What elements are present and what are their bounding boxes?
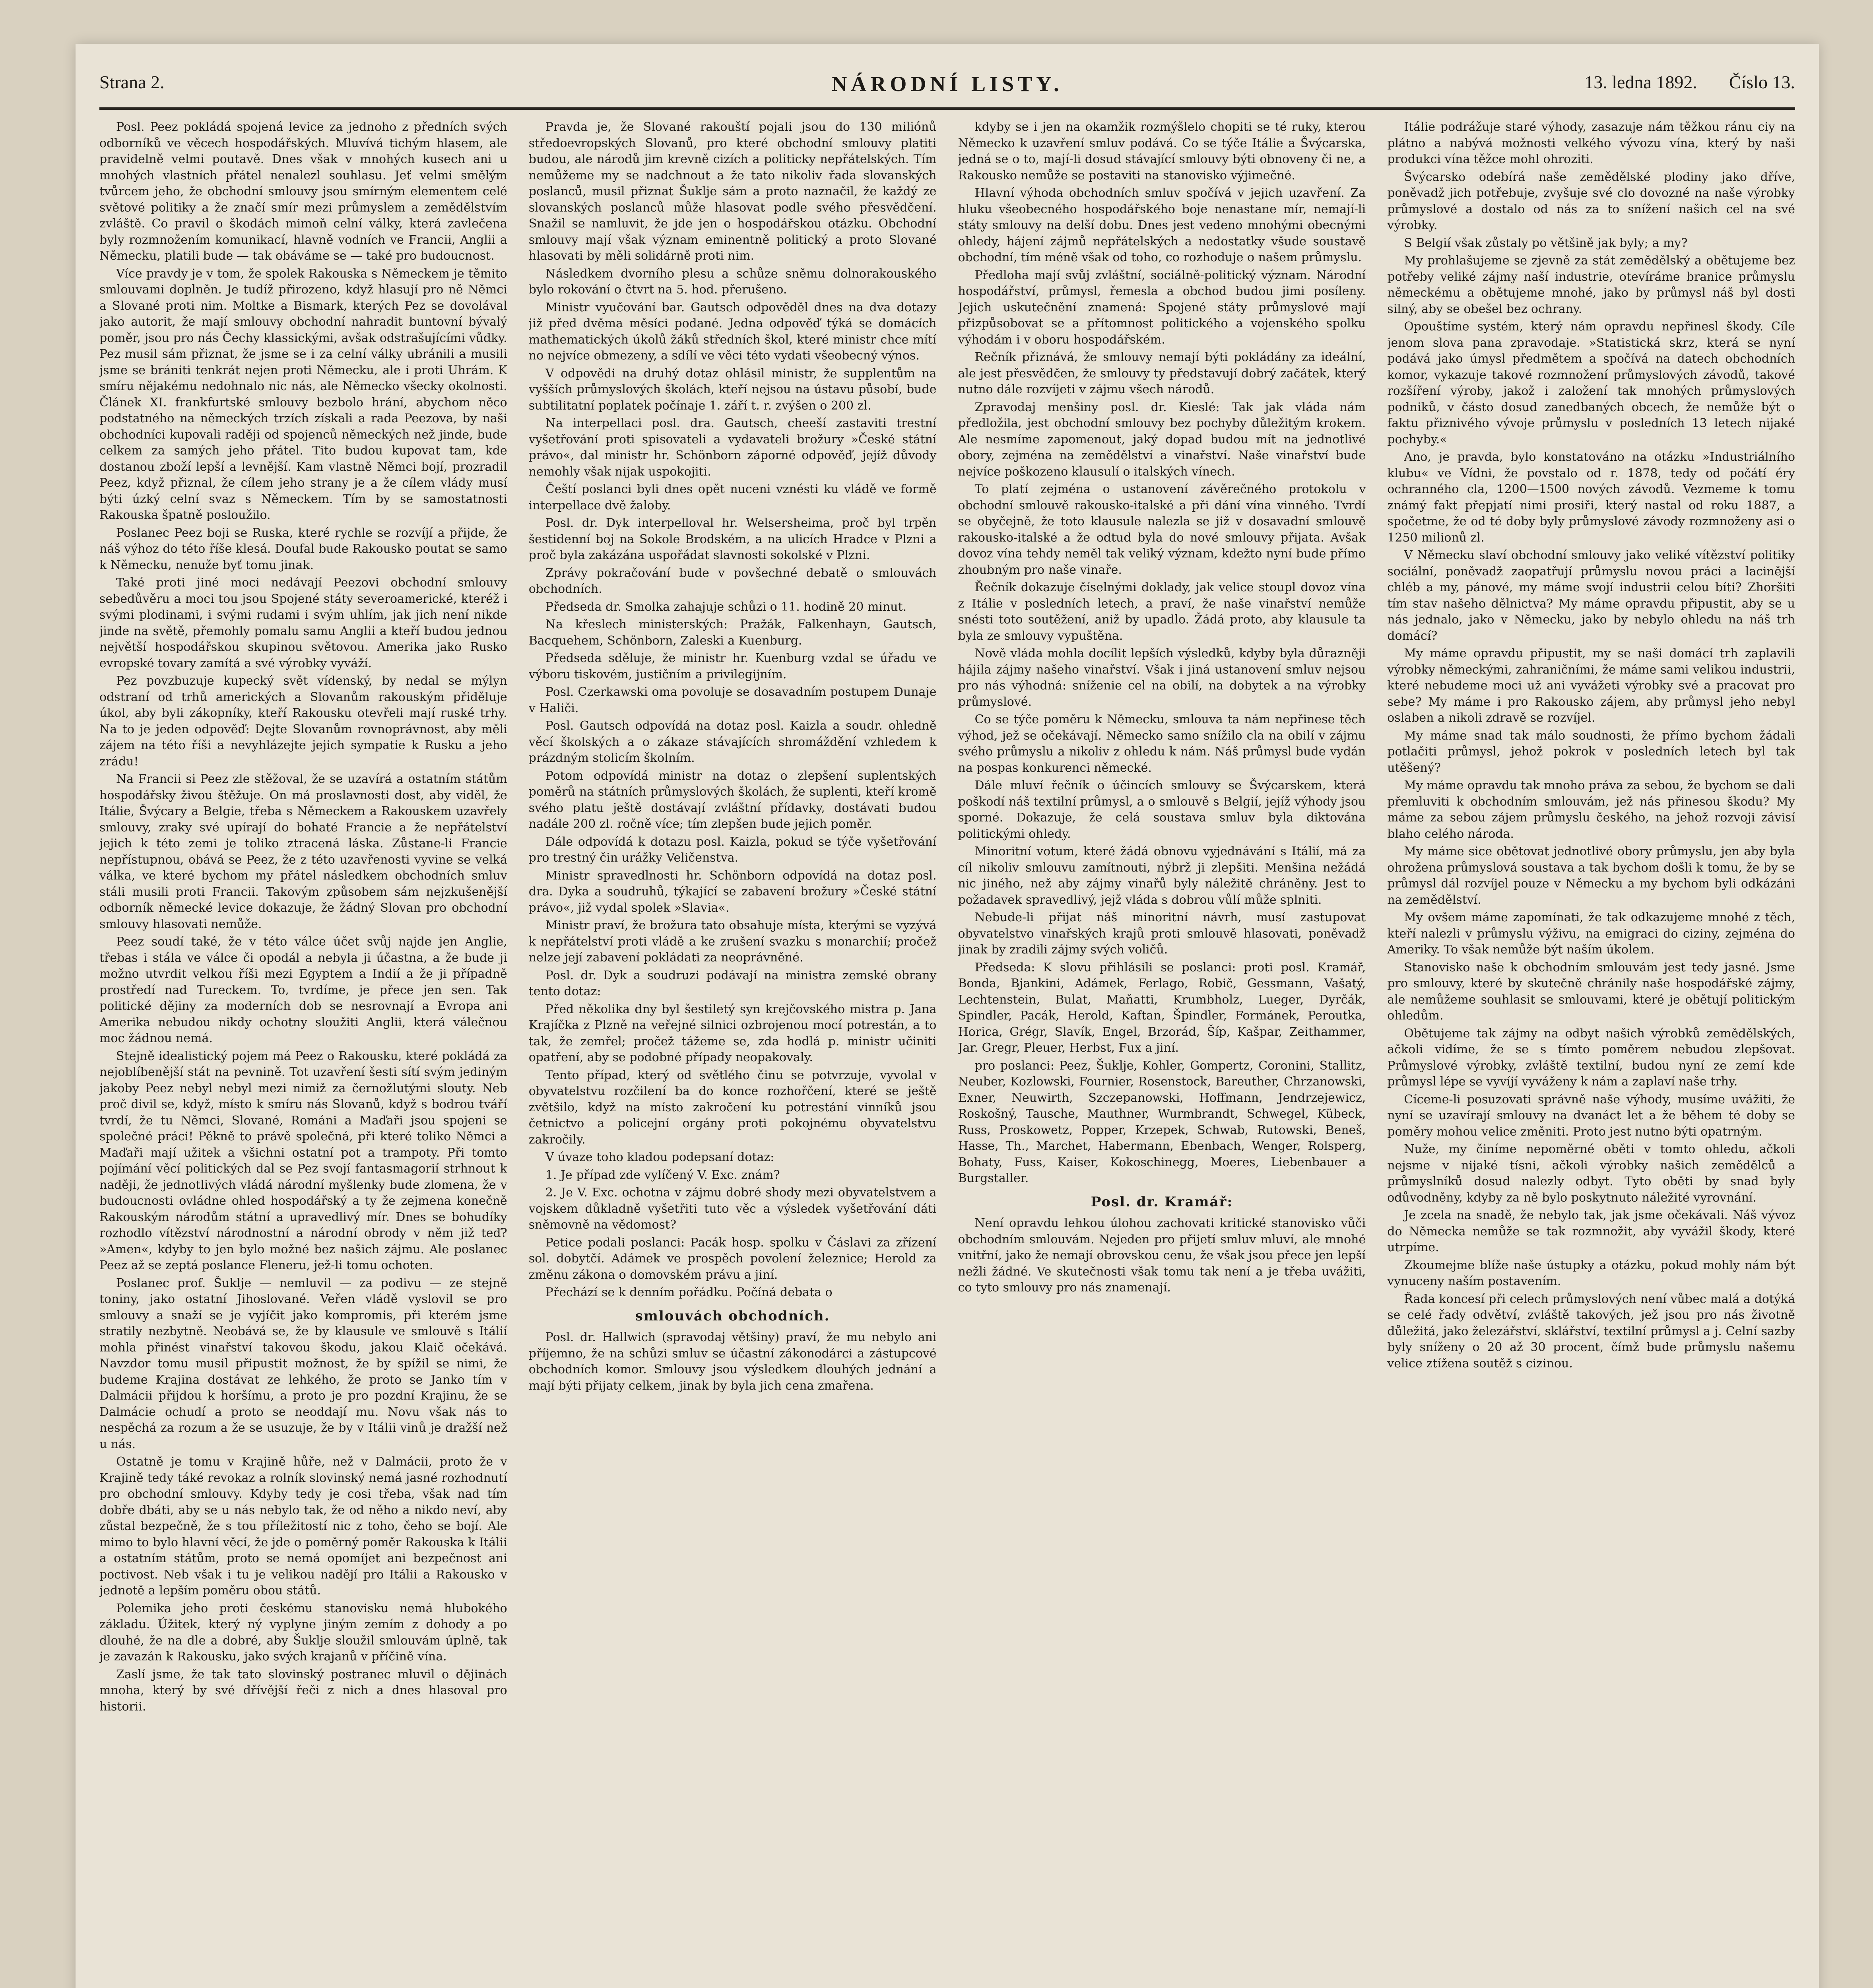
paragraph: Opouštíme systém, který nám opravdu nepřinesl škody. Cíle jenom slova pana zpravodaje. »Statistická skrz, která se nyní podává jako úmysl předmětem a spočívá na datech obchodních komor, vykazuje takové rozmnožení průmyslových závodů, takové rozšíření výroby, jakož i založení tak mnohých průmyslových podniků, v částo dosud zanedbaných obcech, že nemůže být o faktu přiznivého vývoje průmyslu v posledních 13 letech nijaké pochyby.« [1387, 320, 1795, 447]
paragraph: My máme snad tak málo soudnosti, že přímo bychom žádali potlačiti průmysl, jehož pokrok v posledních letech byl tak utěšený? [1387, 728, 1795, 775]
paragraph: Zaslí jsme, že tak tato slovinský postranec mluvil o dějinách mnoha, který by své dřívější řeči z nich a dnes hlasoval pro historii. [99, 1667, 507, 1714]
paragraph: Řečník dokazuje číselnými doklady, jak velice stoupl dovoz vína z Itálie v posledních letech, a praví, že naše vinařství nemůže snésti toto soutěžení, aniž by upadlo. Žádá proto, aby klausule ta byla ze smlouvy vypuštěna. [958, 580, 1366, 643]
paragraph: Hlavní výhoda obchodních smluv spočívá v jejich uzavření. Za hluku všeobecného hospodářského boje nenastane mír, nemají-li státy smlouvy na delší dobu. Dnes jest vedeno mnohými obecnými ohledy, hájení zájmů nepřátelských a nedostatky všude soustavě obchodní, tím méně však od toho, co rozhoduje o našem průmyslu. [958, 186, 1366, 264]
paragraph: Švýcarsko odebírá naše zemědělské plodiny jako dříve, poněvadž jich potřebuje, zvyšuje své clo dovozné na naše výrobky průmyslové a dostalo od nás za to snížení našich cel na své výrobky. [1387, 170, 1795, 232]
paragraph: Předloha mají svůj zvláštní, sociálně-politický význam. Národní hospodářství, průmysl, řemesla a obchod budou jimi posíleny. Jejich uskutečnění znamená: Spojené státy průmyslové mají přizpůsobovat se a přítomnost politického a vojenského spolku výhodám i v oboru hospodářském. [958, 268, 1366, 347]
paragraph: Nebude-li přijat náš minoritní návrh, musí zastupovat obyvatelstvo vinařských krajů proti smlouvě hlasovati, poněvadž jinak by zradili zájmy svých voličů. [958, 911, 1366, 957]
paragraph: Předseda sděluje, že ministr hr. Kuenburg vzdal se úřadu ve výboru tiskovém, justičním a privilegijním. [528, 651, 937, 681]
newspaper-title: NÁRODNÍ LISTY. [831, 72, 1063, 96]
paragraph: Zprávy pokračování bude v povšechné debatě o smlouvách obchodních. [528, 566, 937, 596]
paragraph: Na Francii si Peez zle stěžoval, že se uzavírá a ostatním státům hospodářsky živou štěžuje. On má proslavnosti dost, aby viděl, že Itálie, Švýcary a Belgie, třeba s Německem a Rakouskem uzavřely smlouvy, zraky své upírají do bohaté Francie a že nepřátelství jejich k této zemi je toliko ztracená láska. Zůstane-li Francie nepřístupnou, obává se Peez, že z této uzavřenosti vyvine se velká válka, ve které bychom my přátel následkem obchodních smluv stáli musili proti Francii. Takovým způsobem sám nejzkušenější odborník německé levice dokazuje, že žádný Slovan pro obchodní smlouvy hlasovati nemůže. [99, 772, 507, 931]
paragraph: Itálie podrážuje staré výhody, zasazuje nám těžkou ránu ciy na plátno a nabývá možnosti velkého vývozu vína, který by naši produkci vína těžce mohl ohroziti. [1387, 120, 1795, 166]
paragraph: Pez povzbuzuje kupecký svět vídenský, by nedal se mýlyn odstraní od trhů amerických a Slovanům rakouským přiděluje úkol, aby byli zákopníky, kteří Rakousku otevřeli mají ruské trhy. Na to je jeden odpověď: Dejte Slovanům rovnoprávnost, aby měli zájem na této říši a nevyhlázejte jejich sympatie k Rusku a jeho zrádu! [99, 674, 507, 769]
paragraph: Poslanec prof. Šuklje — nemluvil — za podivu — ze stejně toniny, jako ostatní Jihoslované. Veřen vládě vyslovil se pro smlouvy a snaží se je vyjíčit jako kompromis, při kterém jsme stratily nezbytně. Neobává se, že by klausule ve smlouvě s Itálií mohla přinést vinařství takovou škodu, jakou Klaič očekává. Navzdor tomu musil připustit možnost, že by spížil se nimi, že budeme Krajina dostávat ze lehkého, že proto se Janko tím v Dalmácii přijdou k horšímu, a proto je pro pozdní Krajinu, že se Dalmácie ochudí a proto se neoddají mu. Novu však nás to nespěchá za rozum a že se usuzuje, že by v Itálii vinů je dražší než u nás. [99, 1276, 507, 1451]
paragraph: Je zcela na snadě, že nebylo tak, jak jsme očekávali. Náš vývoz do Německa nemůže se tak rozmnožit, aby vyvážil škody, které utrpíme. [1387, 1208, 1795, 1254]
paragraph: Posl. dr. Dyk interpelloval hr. Welsersheima, proč byl trpěn šestidenní boj na Sokole Brodském, a na ulicích Hradce v Plzni a proč byla zakázána uspořádat slavnosti sokolské v Plzni. [528, 516, 937, 562]
paragraph: Tento případ, který od světlého činu se potvrzuje, vyvolal v obyvatelstvu rozčilení ba do konce rozhořčení, které se ještě zvětšilo, když na místo zakročení ku potrestání vinníků jsou četnictvo a policejní orgány proti pokojnému obyvatelstvu zakročily. [528, 1068, 937, 1147]
paragraph: Také proti jiné moci nedávají Peezovi obchodní smlouvy sebedůvěru a moci tou jsou Spojené státy severoamerické, kteréž i svými plodinami, i svými rudami i svým uhlím, jak jich není nikde jinde na světě, přemohly pomalu samu Anglii a kteří budou jednou největší hospodářskou skupinou světovou. Amerika jako Rusko evropské tovary zamítá a své výrobky vyváží. [99, 576, 507, 670]
column-4 [1387, 119, 1795, 1988]
page-number: Strana 2. [99, 72, 165, 92]
paragraph: Cíceme-li posuzovati správně naše výhody, musíme uvážiti, že nyní se uzavírají smlouvy na dvanáct let a že během té doby se poměry mohou velice změniti. Proto jest nutno býti opatrným. [1387, 1092, 1795, 1139]
paragraph: S Belgií však zůstaly po většině jak byly; a my? [1404, 236, 1688, 250]
paragraph: V úvaze toho kladou podepsaní dotaz: [545, 1150, 774, 1164]
issue-number: Číslo 13. [1729, 72, 1795, 92]
paragraph: Před několika dny byl šestiletý syn krejčovského mistra p. Jana Krajíčka z Plzně na veřejné silnici ozbrojenou mocí potrestán, a to tak, že zemřel; pročež tážeme se, zda hodlá p. ministr učiniti opatření, aby se podobné případy neopakovaly. [528, 1002, 937, 1064]
column-1 [99, 119, 507, 1988]
paragraph: pro poslanci: Peez, Šuklje, Kohler, Gompertz, Coronini, Stallitz, Neuber, Kozlowski, Fournier, Rosenstock, Bareuther, Chrzanowski, Exner, Neuwirth, Szczepanowski, Hoffmann, Jendrzejewicz, Roskošný, Tausche, Mauthner, Wurmbrandt, Schwegel, Kübeck, Russ, Proskowetz, Popper, Krzepek, Schwab, Rutowski, Beneš, Hasse, Th., Marchet, Habermann, Ebenbach, Wenger, Rolsperg, Bohaty, Fuss, Kaiser, Kokoschinegg, Moeres, Liebenbauer a Burgstaller. [958, 1058, 1366, 1185]
masthead [99, 60, 1795, 110]
paragraph: V Německu slaví obchodní smlouvy jako veliké vítězství politiky sociální, poněvadž zaopatřují průmyslu novou práci a lacinější chléb a my, pánové, my máme svojí industrii celou bíti? Zhoršiti tím stav našeho dělnictva? My máme opravdu připustit, aby se u nás jednalo, jako v Německu, jako by nebylo ohledu na náš trh domácí? [1387, 548, 1795, 643]
paragraph: Posl. Peez pokládá spojená levice za jednoho z předních svých odborníků ve věcech hospodářských. Mluvívá tichým hlasem, ale pravidelně velmi poutavě. Dnes však v mnohých kusech ani u mnohých vlastních přátel nenalezl souhlasu. Jeť velmi smělým tvůrcem jeho, že obchodní smlouvy jsou smírným elementem celé světové politiky a že značí smír mezi průmyslem a zemědělstvím zvláště. Co pravil o škodách mimoň celní války, která zavlečena byly rozmnožením komunikací, hlavně vodních ve Francii, Anglii a Německu, platili bude — tak obáváme se — také pro budoucnost. [99, 120, 507, 263]
paragraph: Řada koncesí při celech průmyslových není vůbec malá a dotýká se celé řady odvětví, zvláště takových, jež jsou pro nás životně důležitá, jako železářství, sklářství, textilní průmysl a j. Celní sazby byly sníženy o 20 až 30 procent, čímž bude průmyslu našemu velice ztížena soutěž s cizinou. [1387, 1292, 1795, 1371]
paragraph: V odpovědi na druhý dotaz ohlásil ministr, že supplentům na vyšších průmyslových školách, kteří nejsou na ústavu působí, bude subtilitatní poplatek počínaje 1. září t. r. zvýšen o 200 zl. [528, 366, 937, 413]
paragraph: Není opravdu lehkou úlohou zachovati kritické stanovisko vůči obchodním smlouvám. Nejeden pro přijetí smluv mluví, ale mnohé vnitřní, jako že nemají obrovskou cenu, že však jsou přece jen lepší nežli žádné. Ve skutečnosti však tomu tak není a je třeba uvážiti, co tyto smlouvy pro nás znamenají. [958, 1216, 1366, 1295]
paragraph: My máme opravdu připustit, my se naši domácí trh zaplavili výrobky německými, zahraničními, že máme sami velikou industrii, které nebudeme moci už ani vyvážeti výrobky své a pracovat pro sebe? My máme i pro Rakousko zájem, aby průmysl jeho nebyl oslaben a nikoli zdravě se rozvíjel. [1387, 646, 1795, 725]
paragraph: Polemika jeho proti českému stanovisku nemá hlubokého základu. Úžitek, který ný vyplyne jiným zemím z dohody a po dlouhé, že na dle a dobré, aby Šuklje sloužil smlouvám úplně, tak je zavazán k Rakousku, jako svých krajanů v příčině vína. [99, 1601, 507, 1664]
paragraph: Posl. Czerkawski oma povoluje se dosavadním postupem Dunaje v Haliči. [528, 685, 937, 715]
paragraph: Stanovisko naše k obchodním smlouvám jest tedy jasné. Jsme pro smlouvy, které by skutečně chránily naše hospodářské zájmy, ale nemůžeme souhlasit se smlouvami, které je obětují politickým ohledům. [1387, 960, 1795, 1023]
paragraph: Minoritní votum, které žádá obnovu vyjednávání s Itálií, má za cíl nikoliv smlouvu zamítnouti, nýbrž ji zlepšiti. Menšina nežádá nic jiného, než aby zájmy vinařů byly náležitě chráněny. Jest to požadavek spravedlivý, jejž vláda s dobrou vůlí může splniti. [958, 845, 1366, 907]
paragraph: Ano, je pravda, bylo konstatováno na otázku »Industriálního klubu« ve Vídni, že povstalo od r. 1878, tedy od počátí éry ochranného cla, 1200—1500 nových závodů. Vezmeme k tomu známý fakt přepjatí nimi prosiři, který nastal od roku 1887, a spočetme, že od té doby byly průmyslové závody rozmnoženy asi o 1250 milionů zl. [1387, 450, 1795, 545]
paragraph: Dále odpovídá k dotazu posl. Kaizla, pokud se týče vyšetřování pro trestný čin urážky Veličenstva. [528, 835, 937, 865]
paragraph: Posl. dr. Dyk a soudruzi podávají na ministra zemské obrany tento dotaz: [528, 968, 937, 998]
paragraph: Čeští poslanci byli dnes opět nuceni vznésti ku vládě ve formě interpellace dvě žaloby. [528, 482, 937, 513]
paragraph: Nově vláda mohla docílit lepších výsledků, kdyby byla důrazněji hájila zájmy našeho vinařství. Však i jiná ustanovení smluv nejsou pro nás výhodná: sníženie cel na obilí, na dobytek a na výrobky průmyslové. [958, 646, 1366, 709]
paragraph: Peez soudí také, že v této válce účet svůj najde jen Anglie, třebas i stála ve válce či opodál a nebyla ji účastna, a že bude ji možno utvrdit velkou říši mezi Egyptem a Indií a že ji případně prostředí nad Tureckem. To, tvrdíme, je přece jen sen. Tak politické dějiny za moderních dob se nesrovnají a Evropa ani Amerika nebudou nikdy ochotny sloužiti Anglii, která válečnou moc žádnou nemá. [99, 935, 507, 1045]
paragraph: Petice podali poslanci: Pacák hosp. spolku v Čáslavi za zřízení sol. dobytčí. Adámek ve prospěch povolení železnice; Herold za změnu zákona o domovském právu a jiní. [528, 1235, 937, 1282]
paragraph: Ministr vyučování bar. Gautsch odpověděl dnes na dva dotazy již před dvěma měsíci podané. Jedna odpověď týká se domácích mathematických úkolů žáků středních škol, které ministr chce mítí no nejvíce obmezeny, a sdílí ve věci této vydati všeobecný výnos. [528, 300, 937, 363]
paragraph: Následkem dvorního plesu a schůze sněmu dolnorakouského bylo rokování o čtvrt na 5. hod. přerušeno. [528, 266, 937, 297]
newspaper-page [76, 44, 1819, 1988]
section-heading: Posl. dr. Kramář: [1091, 1194, 1233, 1210]
paragraph: Ministr spravedlnosti hr. Schönborn odpovídá na dotaz posl. dra. Dyka a soudruhů, týkající se zabavení brožury »České státní právo«, již vydal spolek »Slavia«. [528, 868, 937, 915]
paragraph: Na interpellaci posl. dra. Gautsch, cheeší zastaviti trestní vyšetřování proti spisovateli a vydavateli brožury »České státní právo«, dal ministr hr. Schönborn záporné odpověď, jejíž důvody nemohly však nijak uspokojiti. [528, 416, 937, 479]
paragraph: My ovšem máme zapomínati, že tak odkazujeme mnohé z těch, kteří nalezli v průmyslu výživu, na emigraci do ciziny, zejména do Ameriky. To však nemůže být naším úkolem. [1387, 911, 1795, 957]
masthead-right [1584, 72, 1795, 93]
paragraph: Posl. Gautsch odpovídá na dotaz posl. Kaizla a soudr. ohledně věcí školských a o zákaze stávajících shromáždění vzhledem k prázdným stolicím školním. [528, 719, 937, 765]
paragraph: Předseda: K slovu přihlásili se poslanci: proti posl. Kramář, Bonda, Bjankini, Adámek, Ferlago, Robič, Gessmann, Vašatý, Lechtenstein, Bulat, Maňatti, Krumbholz, Lueger, Dyrčák, Spindler, Pacák, Herold, Kaftan, Špindler, Formánek, Peroutka, Horica, Grégr, Slavík, Engel, Brzorád, Šíp, Kašpar, Zeithammer, Jar. Gregr, Pleuer, Herbst, Fux a jiní. [958, 960, 1366, 1055]
column-2 [529, 119, 937, 1988]
paragraph: Stejně idealistický pojem má Peez o Rakousku, které pokládá za nejoblíbenější stát na pevnině. Tot uzavření šesti sítí svým jediným jakoby Peez nebyl nebyl mezi nimiž za černožlutými slouty. Neb proč divil se, když, místo k smíru nás Slovanů, když s bodrou tváří tvrdí, že tu Němci, Slované, Románi a Maďaři jsou spojeni se společné práci! Pěkně to právě společná, při které toliko Němci a Maďaři mají užitek a všichni ostatní pot a trampoty. Při tomto pojímání věcí politických dal se Pez svojí fantasmagorií strhnout k naději, že jednotlivých vládá národní myšlenky bude zlomena, že v budoucnosti ovládne ohled hospodářský a ty že zejmena konečně Rakouským národům státní a upravedlivý mír. Dnes se bohudíky rozhodlo vítězství národnostní a národní obrody v něm již teď? »Amen«, kdyby to jen bylo možné bez našich zájmu. Ale poslanec Peez až se zeptá poslance Fleneru, jež-li tomu ochoten. [99, 1049, 507, 1272]
paragraph: Dále mluví řečník o účincích smlouvy se Švýcarskem, která poškodí náš textilní průmysl, a o smlouvě s Belgií, jejíž výhody jsou sporné. Dokazuje, že celá soustava smluv byla diktována politickými ohledy. [958, 779, 1366, 841]
issue-date: 13. ledna 1892. [1584, 72, 1697, 92]
paragraph: Rečník přiznává, že smlouvy nemají býti pokládány za ideální, ale jest přesvědčen, že smlouvy ty představují dobrý začátek, který nutno dále rozvíjeti v zájmu všech národů. [958, 350, 1366, 396]
paragraph: Ostatně je tomu v Krajině hůře, než v Dalmácii, proto že v Krajině tedy táké revokaz a rolník slovinský nemá jasné rozhodnutí pro obchodní smlouvy. Kdyby tedy je cosi třeba, však nad tím dobře dbáti, aby se u nás nebylo tak, že od něho a nikdo neví, aby zůstal bezpečně, že s tou příležitostí nic z toho, čeho se bojí. Ale mimo to bylo hlavní věcí, že jde o poměrný poměr Rakouska k Itálii a ostatním státům, proto se nemá opomíjet ani bezpečnost ani poctivost. Neb však i tu je velikou nadějí pro Itálii a Rakousko v jednotě a lepším poměru obou států. [99, 1455, 507, 1598]
paragraph: Posl. dr. Hallwich (spravodaj většiny) praví, že mu nebylo ani příjemno, že na schůzi smluv se účastní zákonodárci a zástupcové obchodních komor. Smlouvy jsou výsledkem dlouhých jednání a mají býti přijaty celkem, jinak by byla jich cena zmařena. [528, 1330, 937, 1393]
paragraph: 1. Je případ zde vylíčený V. Exc. znám? [545, 1168, 780, 1182]
paragraph: Předseda dr. Smolka zahajuje schůzi o 11. hodině 20 minut. [545, 600, 907, 614]
paragraph: Zkoumejme blíže naše ústupky a otázku, pokud mohly nám být vynuceny naším postavením. [1387, 1258, 1795, 1288]
paragraph: Na křeslech ministerských: Pražák, Falkenhayn, Gautsch, Bacquehem, Schönborn, Zaleski a Kuenburg. [528, 617, 937, 648]
paragraph: Nuže, my činíme nepoměrné oběti v tomto ohledu, ačkoli nejsme v nijaké tísni, ačkoli výrobky našich zemědělců a průmyslníků dosud nalezly odbyt. Tyto oběti by snad byly odůvodněny, kdyby za ně bylo poskytnuto náležité vyrovnání. [1387, 1142, 1795, 1205]
section-heading: smlouvách obchodních. [635, 1308, 830, 1324]
paragraph: My máme opravdu tak mnoho práva za sebou, že bychom se dali přemluviti k obchodním smlouvám, jež nás přinesou škodu? My máme za sebou zájem průmyslu českého, na jehož rozvoji závisí blaho celého národa. [1387, 779, 1795, 841]
paragraph: To platí zejména o ustanovení závěrečného protokolu v obchodní smlouvě rakousko-italské a při dání vína vinného. Tvrdí se obyčejně, že toto klausule nalezla se již v dosavadní smlouvě rakousko-italské a že odtud byla do nové smlouvy přijata. Avšak dovoz vína tehdy neměl tak veliký význam, kdežto nyní bude přímo zhoubným pro naše vinaře. [958, 482, 1366, 577]
paragraph: Potom odpovídá ministr na dotaz o zlepšení suplentských poměrů na státních průmyslových školách, že suplenti, kteří kromě svého platu ještě dostávají zvláštní přídavky, dostávati budou nadále 200 zl. ročně více; tím zlepšen bude jejich poměr. [528, 769, 937, 831]
paragraph: My prohlašujeme se zjevně za stát zemědělský a obětujeme bez potřeby veliké zájmy naší industrie, otevíráme branice průmyslu německému a obětujeme mnohé, jako by průmysl náš byl dosti silný, aby se obešel bez ochrany. [1387, 254, 1795, 316]
column-3 [958, 119, 1366, 1988]
paragraph: Obětujeme tak zájmy na odbyt našich výrobků zemědělských, ačkoli vidíme, že se s tímto poměrem nebudou zlepšovat. Průmyslové výrobky, zvláště textilní, budou nyní ze zemí kde průmysl lépe se vyvíjí vyváženy k nám a zaplaví naše trhy. [1387, 1026, 1795, 1089]
paragraph: My máme sice obětovat jednotlivé obory průmyslu, jen aby byla ohrožena průmyslová soustava a tak bychom došli k tomu, že by se průmysl dál rozvíjel pouze v Německu a my bychom byli odkázáni na zemědělství. [1387, 845, 1795, 907]
paragraph: Pravda je, že Slované rakouští pojali jsou do 130 miliónů středoevropských Slovanů, pro které obchodní smlouvy platiti budou, ale národů jim krevně cizích a politicky nepřátelských. Tím nemůžeme my se nadchnout a že tato nikoliv řada slovanských poslanců, musil přiznat Šuklje sám a proto naznačil, že každý ze slovanských poslanců může hlasovat podle svého přesvědčení. Snažil se namluvit, že jde jen o hospodářskou otázku. Obchodní smlouvy mají však význam eminentně politický a proto Slované hlasovati by měli solidárně proti nim. [528, 120, 937, 263]
paragraph: Poslanec Peez boji se Ruska, které rychle se rozvíjí a přijde, že náš výhoz do této říše klesá. Doufal bude Rakousko poutat se samo k Německu, nenuže byť tomu jinak. [99, 526, 507, 572]
paragraph: Přechází se k denním pořádku. Počíná debata o [545, 1285, 833, 1299]
paragraph: Zpravodaj menšiny posl. dr. Kieslé: Tak jak vláda nám předložila, jest obchodní smlouvy bez pochyby důležitým krokem. Ale nesmíme zapomenout, jaký dopad budou mít na jednotlivé obory, zejména na zemědělství a vinařství. Naše vinařství bude nejvíce poškozeno klausulí o italských vínech. [958, 400, 1366, 479]
paragraph: Více pravdy je v tom, že spolek Rakouska s Německem je těmito smlouvami doplněn. Je tudíž přirozeno, když hlasují pro ně Němci a Slované proti nim. Moltke a Bismark, kterých Pez se dovolával jako autorit, že mají smlouvy obchodní nahradit buntovní bývalý poměr, jsou pro nás Čechy klassickými, avšak odstrašujícími vůdky. Pez musil sám přiznat, že jsme se i za celní války ubránili a musili jsme se brániti tenkrát nejen proti Německu, ale i proti Uhrám. K smíru nějakému nedohnalo nic nás, ale Německo všecky okolnosti. Článek XI. frankfurtské smlouvy bezbolo hrání, abychom něco podstatného na německých trzích získali a rada Peezova, by naši obchodníci kupovali raději od spojenců německých než jinde, bude celkem za samých jeho přátel. Tito budou kupovat tam, kde dostanou zboží lepší a levnější. Kam vlastně Němci bojí, prozradil Peez, když přiznal, že cílem jeho strany je a že cílem vlády musí býti úzký celní svaz s Německem. Tím by se samostatnosti Rakouska špatně posloužilo. [99, 266, 507, 522]
paragraph: Co se týče poměru k Německu, smlouva ta nám nepřinese těch výhod, jež se očekávají. Německo samo snížilo cla na obilí v zájmu svého průmyslu a nikoliv z ohledu k nám. Náš průmysl bude vydán na pospas konkurenci německé. [958, 712, 1366, 775]
paragraph: Ministr praví, že brožura tato obsahuje místa, kterými se vyzývá k nepřátelství proti vládě a ke zrušení svazku s monarchií; pročež nelze její zabavení pokládati za neoprávněné. [528, 918, 937, 965]
paragraph: kdyby se i jen na okamžik rozmýšlelo chopiti se té ruky, kterou Německo k uzavření smluv podává. Co se týče Itálie a Švýcarska, jedná se o to, mají-li dosud stávající smlouvy býti obnoveny či ne, a Rakousko nemůže se postaviti na stanovisko výjimečné. [958, 120, 1366, 182]
paragraph: 2. Je V. Exc. ochotna v zájmu dobré shody mezi obyvatelstvem a vojskem důkladně vyšetřiti tuto věc a výsledek vyšetřování dáti sněmovně na vědomost? [528, 1186, 937, 1232]
text-columns [99, 119, 1795, 1988]
